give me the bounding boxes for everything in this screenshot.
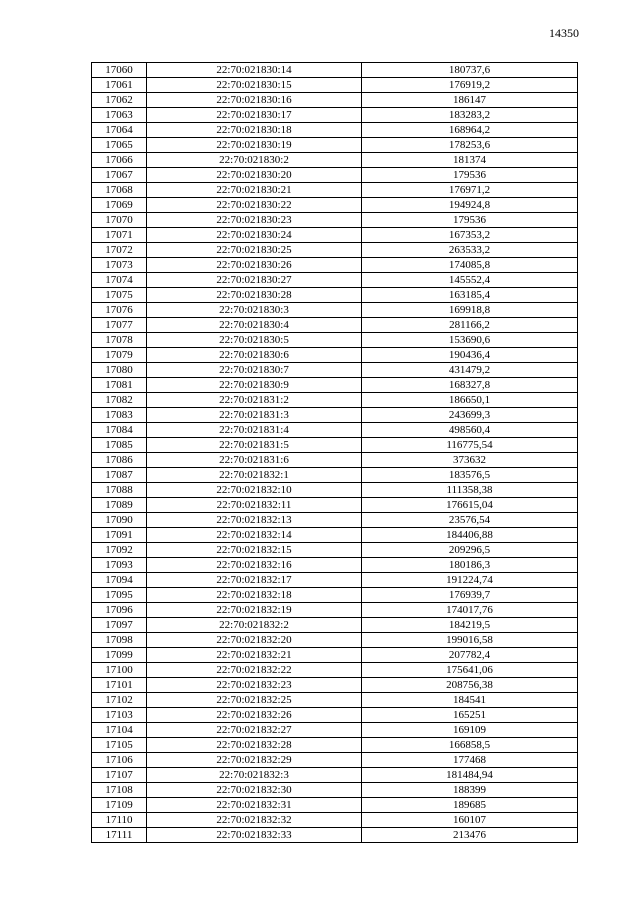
row-number-cell: 17067 [92,168,147,183]
table-row [92,588,578,603]
value-cell: 165251 [362,708,578,723]
table-row [92,378,578,393]
row-number-cell: 17076 [92,303,147,318]
value-cell: 168327,8 [362,378,578,393]
row-number-cell: 17066 [92,153,147,168]
value-cell: 186650,1 [362,393,578,408]
row-number-cell: 17087 [92,468,147,483]
value-cell: 174085,8 [362,258,578,273]
value-cell: 176971,2 [362,183,578,198]
cadastral-number-cell: 22:70:021832:14 [147,528,362,543]
table-row [92,798,578,813]
table-row [92,618,578,633]
value-cell: 199016,58 [362,633,578,648]
table-row [92,303,578,318]
cadastral-number-cell: 22:70:021830:9 [147,378,362,393]
row-number-cell: 17102 [92,693,147,708]
value-cell: 498560,4 [362,423,578,438]
table-row [92,663,578,678]
row-number-cell: 17060 [92,63,147,78]
table-row [92,528,578,543]
table-row [92,228,578,243]
row-number-cell: 17110 [92,813,147,828]
cadastral-number-cell: 22:70:021830:24 [147,228,362,243]
row-number-cell: 17089 [92,498,147,513]
cadastral-number-cell: 22:70:021832:11 [147,498,362,513]
value-cell: 181374 [362,153,578,168]
cadastral-number-cell: 22:70:021830:14 [147,63,362,78]
row-number-cell: 17107 [92,768,147,783]
row-number-cell: 17069 [92,198,147,213]
value-cell: 189685 [362,798,578,813]
value-cell: 111358,38 [362,483,578,498]
value-cell: 180186,3 [362,558,578,573]
cadastral-number-cell: 22:70:021830:27 [147,273,362,288]
value-cell: 160107 [362,813,578,828]
cadastral-number-cell: 22:70:021832:3 [147,768,362,783]
table-row [92,93,578,108]
cadastral-number-cell: 22:70:021832:32 [147,813,362,828]
row-number-cell: 17081 [92,378,147,393]
cadastral-number-cell: 22:70:021832:21 [147,648,362,663]
table-row [92,123,578,138]
cadastral-number-cell: 22:70:021832:22 [147,663,362,678]
value-cell: 373632 [362,453,578,468]
row-number-cell: 17070 [92,213,147,228]
cadastral-number-cell: 22:70:021832:17 [147,573,362,588]
row-number-cell: 17097 [92,618,147,633]
row-number-cell: 17100 [92,663,147,678]
row-number-cell: 17082 [92,393,147,408]
cadastral-number-cell: 22:70:021830:15 [147,78,362,93]
row-number-cell: 17109 [92,798,147,813]
table-row [92,198,578,213]
cadastral-number-cell: 22:70:021832:16 [147,558,362,573]
cadastral-number-cell: 22:70:021830:20 [147,168,362,183]
table-row [92,243,578,258]
value-cell: 169918,8 [362,303,578,318]
value-cell: 190436,4 [362,348,578,363]
value-cell: 175641,06 [362,663,578,678]
table-row [92,393,578,408]
table-row [92,693,578,708]
row-number-cell: 17072 [92,243,147,258]
table-row [92,423,578,438]
row-number-cell: 17096 [92,603,147,618]
value-cell: 177468 [362,753,578,768]
table-row [92,753,578,768]
row-number-cell: 17077 [92,318,147,333]
value-cell: 176615,04 [362,498,578,513]
row-number-cell: 17090 [92,513,147,528]
value-cell: 431479,2 [362,363,578,378]
page-number: 14350 [549,26,579,40]
cadastral-number-cell: 22:70:021830:7 [147,363,362,378]
cadastral-number-cell: 22:70:021832:1 [147,468,362,483]
table-row [92,543,578,558]
value-cell: 183576,5 [362,468,578,483]
row-number-cell: 17065 [92,138,147,153]
cadastral-number-cell: 22:70:021832:29 [147,753,362,768]
value-cell: 179536 [362,168,578,183]
table-row [92,168,578,183]
row-number-cell: 17104 [92,723,147,738]
table-row [92,78,578,93]
value-cell: 194924,8 [362,198,578,213]
row-number-cell: 17108 [92,783,147,798]
row-number-cell: 17099 [92,648,147,663]
cadastral-value-table [91,62,578,843]
cadastral-number-cell: 22:70:021832:20 [147,633,362,648]
table-row [92,603,578,618]
row-number-cell: 17075 [92,288,147,303]
row-number-cell: 17088 [92,483,147,498]
row-number-cell: 17095 [92,588,147,603]
row-number-cell: 17061 [92,78,147,93]
table-row [92,108,578,123]
cadastral-number-cell: 22:70:021830:2 [147,153,362,168]
row-number-cell: 17103 [92,708,147,723]
row-number-cell: 17106 [92,753,147,768]
cadastral-number-cell: 22:70:021830:5 [147,333,362,348]
cadastral-number-cell: 22:70:021832:18 [147,588,362,603]
row-number-cell: 17080 [92,363,147,378]
table-row [92,363,578,378]
table-row [92,438,578,453]
row-number-cell: 17083 [92,408,147,423]
cadastral-number-cell: 22:70:021832:27 [147,723,362,738]
table-row [92,273,578,288]
row-number-cell: 17068 [92,183,147,198]
cadastral-number-cell: 22:70:021830:19 [147,138,362,153]
row-number-cell: 17105 [92,738,147,753]
row-number-cell: 17074 [92,273,147,288]
cadastral-number-cell: 22:70:021830:6 [147,348,362,363]
cadastral-number-cell: 22:70:021830:4 [147,318,362,333]
cadastral-number-cell: 22:70:021830:25 [147,243,362,258]
value-cell: 263533,2 [362,243,578,258]
table-row [92,678,578,693]
table-row [92,183,578,198]
value-cell: 174017,76 [362,603,578,618]
row-number-cell: 17062 [92,93,147,108]
value-cell: 213476 [362,828,578,843]
row-number-cell: 17086 [92,453,147,468]
row-number-cell: 17073 [92,258,147,273]
table-row [92,828,578,843]
row-number-cell: 17093 [92,558,147,573]
table-row [92,513,578,528]
value-cell: 184541 [362,693,578,708]
table-row [92,288,578,303]
cadastral-number-cell: 22:70:021832:13 [147,513,362,528]
table-row [92,723,578,738]
row-number-cell: 17101 [92,678,147,693]
table-row [92,738,578,753]
value-cell: 169109 [362,723,578,738]
value-cell: 167353,2 [362,228,578,243]
value-cell: 209296,5 [362,543,578,558]
value-cell: 207782,4 [362,648,578,663]
table-row [92,258,578,273]
cadastral-number-cell: 22:70:021832:10 [147,483,362,498]
row-number-cell: 17084 [92,423,147,438]
cadastral-number-cell: 22:70:021830:21 [147,183,362,198]
value-cell: 181484,94 [362,768,578,783]
table-row [92,633,578,648]
row-number-cell: 17091 [92,528,147,543]
table-row [92,558,578,573]
cadastral-number-cell: 22:70:021832:19 [147,603,362,618]
value-cell: 179536 [362,213,578,228]
cadastral-number-cell: 22:70:021831:4 [147,423,362,438]
table-row [92,213,578,228]
table-row [92,708,578,723]
table-row [92,63,578,78]
row-number-cell: 17071 [92,228,147,243]
table-row [92,483,578,498]
row-number-cell: 17085 [92,438,147,453]
table-row [92,498,578,513]
value-cell: 153690,6 [362,333,578,348]
row-number-cell: 17092 [92,543,147,558]
cadastral-number-cell: 22:70:021832:33 [147,828,362,843]
value-cell: 176919,2 [362,78,578,93]
cadastral-number-cell: 22:70:021832:26 [147,708,362,723]
value-cell: 178253,6 [362,138,578,153]
cadastral-number-cell: 22:70:021830:18 [147,123,362,138]
table-row [92,783,578,798]
value-cell: 163185,4 [362,288,578,303]
cadastral-number-cell: 22:70:021830:17 [147,108,362,123]
cadastral-number-cell: 22:70:021830:23 [147,213,362,228]
table-row [92,468,578,483]
value-cell: 183283,2 [362,108,578,123]
value-cell: 166858,5 [362,738,578,753]
value-cell: 168964,2 [362,123,578,138]
cadastral-number-cell: 22:70:021832:28 [147,738,362,753]
table-row [92,333,578,348]
value-cell: 23576,54 [362,513,578,528]
table-row [92,573,578,588]
cadastral-number-cell: 22:70:021832:31 [147,798,362,813]
value-cell: 180737,6 [362,63,578,78]
table-row [92,648,578,663]
value-cell: 281166,2 [362,318,578,333]
cadastral-number-cell: 22:70:021830:16 [147,93,362,108]
row-number-cell: 17079 [92,348,147,363]
table-row [92,153,578,168]
value-cell: 208756,38 [362,678,578,693]
row-number-cell: 17078 [92,333,147,348]
table-row [92,408,578,423]
row-number-cell: 17064 [92,123,147,138]
cadastral-number-cell: 22:70:021831:5 [147,438,362,453]
value-cell: 186147 [362,93,578,108]
cadastral-number-cell: 22:70:021830:28 [147,288,362,303]
value-cell: 188399 [362,783,578,798]
cadastral-number-cell: 22:70:021832:30 [147,783,362,798]
cadastral-number-cell: 22:70:021832:2 [147,618,362,633]
cadastral-number-cell: 22:70:021830:22 [147,198,362,213]
cadastral-number-cell: 22:70:021832:23 [147,678,362,693]
table-row [92,768,578,783]
table-row [92,318,578,333]
cadastral-number-cell: 22:70:021832:25 [147,693,362,708]
value-cell: 145552,4 [362,273,578,288]
row-number-cell: 17111 [92,828,147,843]
cadastral-number-cell: 22:70:021832:15 [147,543,362,558]
value-cell: 243699,3 [362,408,578,423]
value-cell: 184219,5 [362,618,578,633]
row-number-cell: 17063 [92,108,147,123]
row-number-cell: 17094 [92,573,147,588]
cadastral-number-cell: 22:70:021830:3 [147,303,362,318]
value-cell: 184406,88 [362,528,578,543]
cadastral-number-cell: 22:70:021831:3 [147,408,362,423]
value-cell: 176939,7 [362,588,578,603]
value-cell: 116775,54 [362,438,578,453]
cadastral-number-cell: 22:70:021831:6 [147,453,362,468]
row-number-cell: 17098 [92,633,147,648]
value-cell: 191224,74 [362,573,578,588]
table-row [92,453,578,468]
table-row [92,348,578,363]
table-row [92,813,578,828]
cadastral-number-cell: 22:70:021831:2 [147,393,362,408]
table-body [92,63,578,843]
cadastral-number-cell: 22:70:021830:26 [147,258,362,273]
table-row [92,138,578,153]
